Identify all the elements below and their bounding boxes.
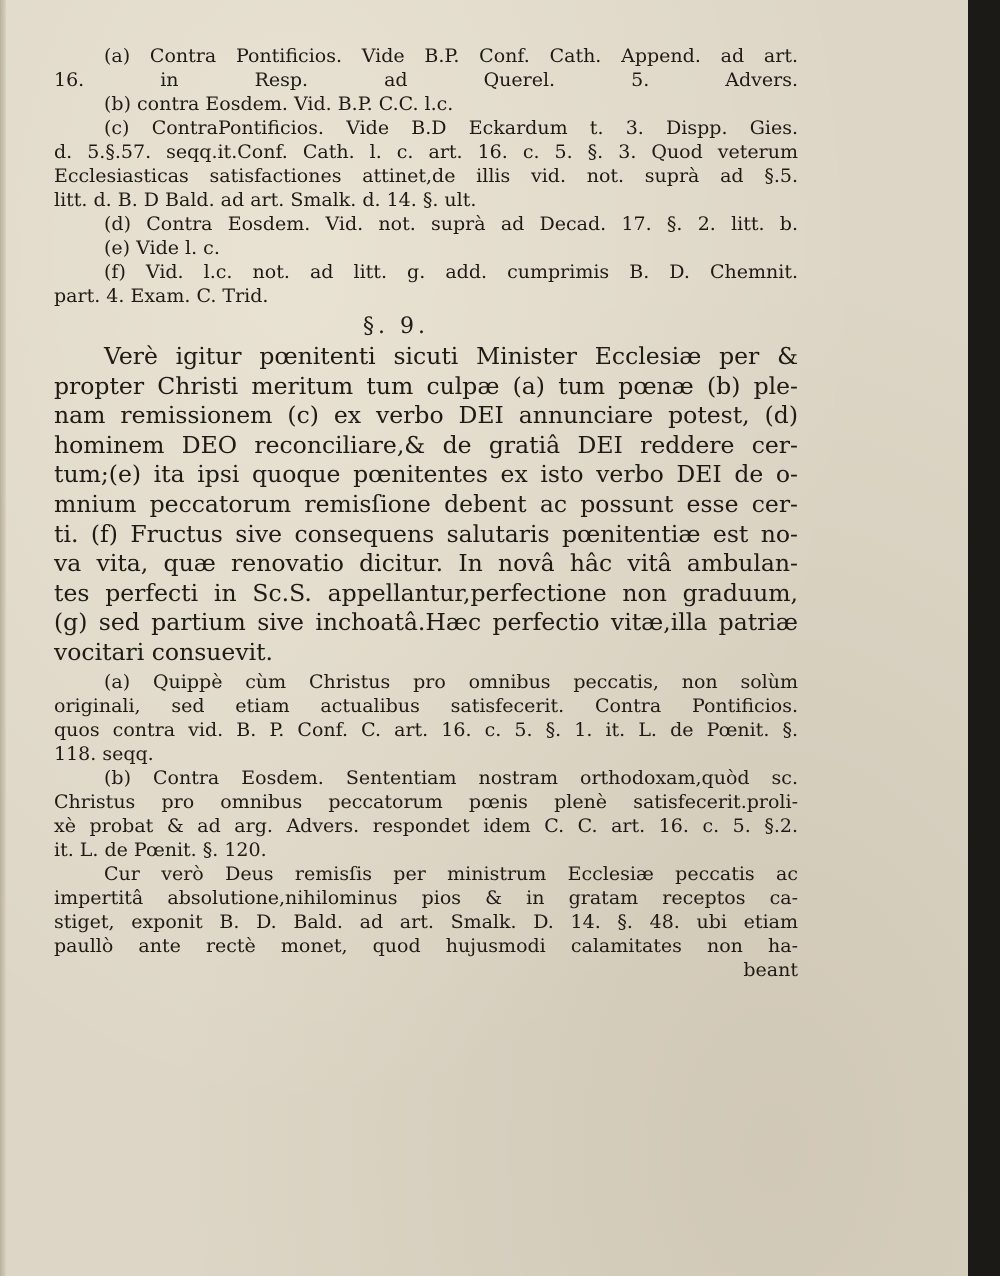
- main-paragraph: [54, 342, 798, 668]
- body-line: ti. (f) Fructus sive consequens salutaris pœnitentiæ est no-: [54, 519, 798, 548]
- body-line: tum;(e) ita ipsi quoque pœnitentes ex isto verbo DEI de o-: [54, 460, 798, 489]
- note-line: (c) ContraPontificios. Vide B.D Eckardum t. 3. Dispp. Gies.: [104, 117, 798, 139]
- catchword: beant: [743, 958, 798, 981]
- note-line: Ecclesiasticas satisfactiones attinet,de illis vid. not. suprà ad §.5.: [54, 165, 798, 187]
- note-line: (a) Contra Pontificios. Vide B.P. Conf. Cath. Append. ad art.: [104, 45, 798, 67]
- section-heading: §. 9.: [363, 314, 429, 339]
- note-line: impertitâ absolutione,nihilominus pios & in gratam receptos ca-: [54, 886, 798, 909]
- body-line: (g) sed partium sive inchoatâ.Hæc perfectio vitæ,illa patriæ: [54, 608, 798, 637]
- note-line: (f) Vid. l.c. not. ad litt. g. add. cumprimis B. D. Chemnit.: [104, 261, 798, 283]
- body-line: va vita, quæ renovatio dicitur. In novâ hâc vitâ ambulan-: [54, 549, 798, 578]
- body-line: tes perfecti in Sc.S. appellantur,perfectione non graduum,: [54, 578, 798, 607]
- note-line: originali, sed etiam actualibus satisfecerit. Contra Pontificios.: [54, 694, 798, 717]
- note-line: quos contra vid. B. P. Conf. C. art. 16. c. 5. §. 1. it. L. de Pœnit. §.: [54, 718, 798, 741]
- note-line: (b) Contra Eosdem. Sententiam nostram orthodoxam,quòd sc.: [104, 766, 798, 789]
- note-line: 118. seqq.: [54, 742, 154, 765]
- body-line: nam remissionem (c) ex verbo DEI annunciare potest, (d): [54, 401, 798, 430]
- note-line: 16. in Resp. ad Querel. 5. Advers.: [54, 69, 798, 91]
- note-line: (d) Contra Eosdem. Vid. not. suprà ad Decad. 17. §. 2. litt. b.: [104, 213, 798, 235]
- note-line: Cur verò Deus remisſis per ministrum Ecclesiæ peccatis ac: [104, 862, 798, 885]
- body-line: vocitari consuevit.: [54, 637, 274, 666]
- note-line: litt. d. B. D Bald. ad art. Smalk. d. 14. §. ult.: [54, 189, 477, 211]
- note-line: it. L. de Pœnit. §. 120.: [54, 838, 267, 861]
- note-line: paullò ante rectè monet, quod hujusmodi calamitates non ha-: [54, 934, 798, 957]
- body-line: hominem DEO reconciliare,& de gratiâ DEI reddere cer-: [54, 430, 798, 459]
- note-line: (e) Vide l. c.: [104, 237, 220, 259]
- footnotes-top: [54, 44, 798, 308]
- page-edge: [0, 0, 6, 1276]
- note-line: xè probat & ad arg. Advers. respondet idem C. C. art. 16. c. 5. §.2.: [54, 814, 798, 837]
- body-line: propter Christi meritum tum culpæ (a) tum pœnæ (b) ple-: [54, 371, 798, 400]
- note-line: stiget, exponit B. D. Bald. ad art. Smalk. D. 14. §. 48. ubi etiam: [54, 910, 798, 933]
- body-line: Verè igitur pœnitenti sicuti Minister Ecclesiæ per &: [104, 342, 798, 370]
- note-line: d. 5.§.57. seqq.it.Conf. Cath. l. c. art. 16. c. 5. §. 3. Quod veterum: [54, 141, 798, 163]
- note-line: (b) contra Eosdem. Vid. B.P. C.C. l.c.: [104, 93, 454, 115]
- footnotes-bottom: [54, 670, 798, 982]
- note-line: Christus pro omnibus peccatorum pœnis plenè satisfecerit.proli-: [54, 790, 798, 813]
- page-text: [54, 44, 798, 982]
- note-line: (a) Quippè cùm Christus pro omnibus peccatis, non solùm: [104, 670, 798, 693]
- body-line: mnium peccatorum remisſione debent ac possunt esse cer-: [54, 489, 798, 518]
- note-line: part. 4. Exam. C. Trid.: [54, 285, 269, 307]
